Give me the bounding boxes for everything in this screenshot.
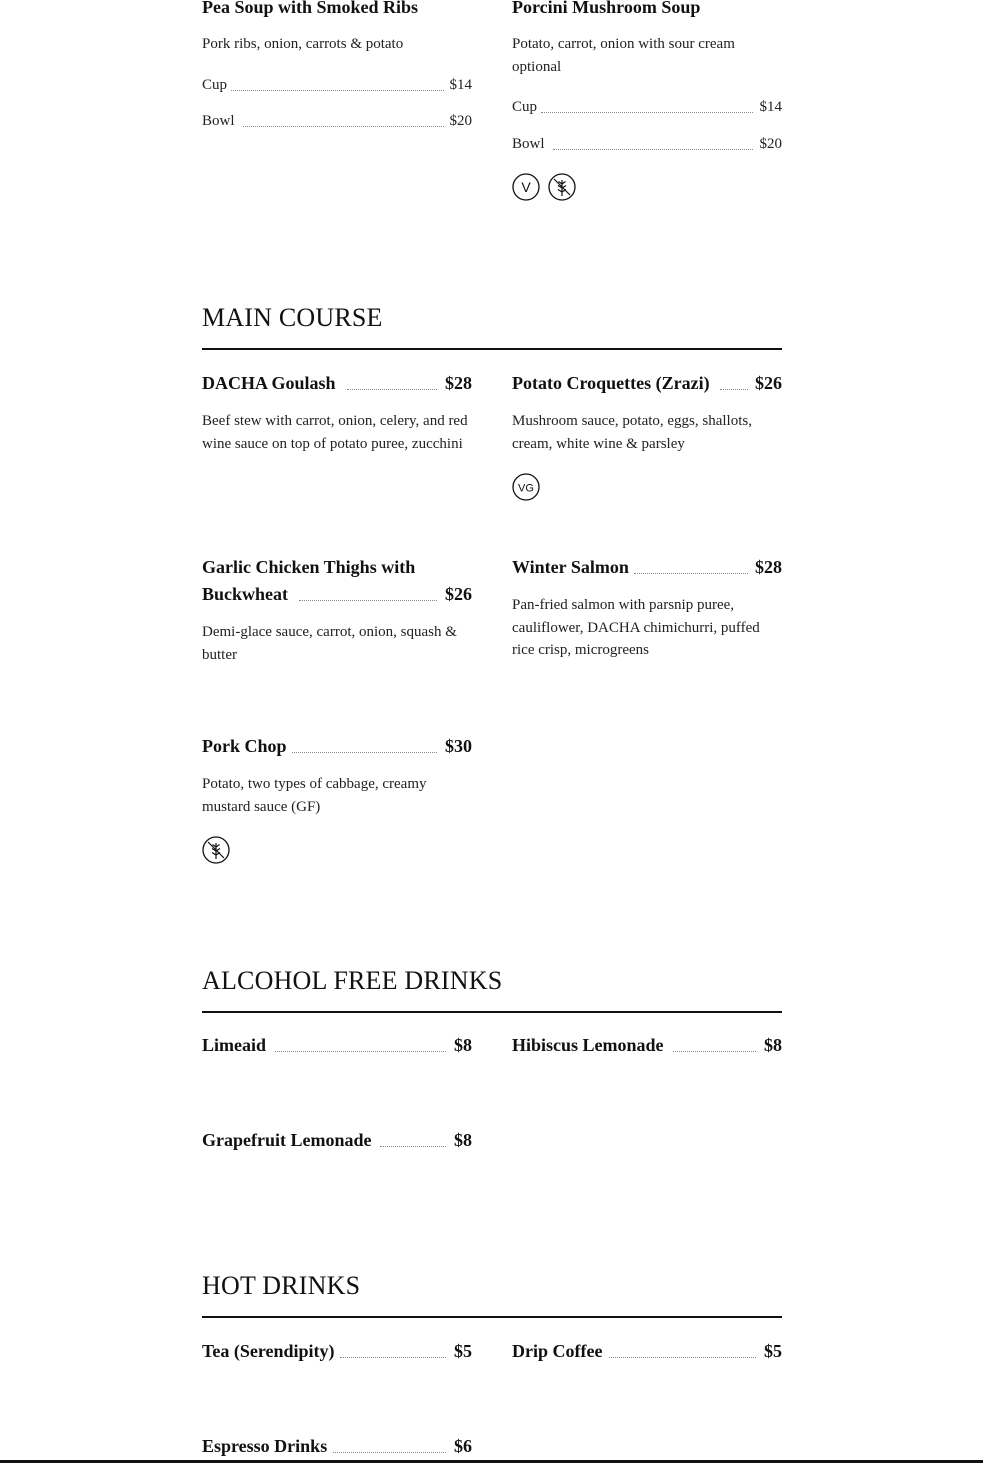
description-line: Demi-glace sauce, carrot, onion, squash &: [202, 624, 457, 640]
description-line: Pan-fried salmon with parsnip puree,: [512, 597, 735, 613]
section-title-hot-drinks: HOT DRINKS: [202, 1271, 361, 1300]
dot-leader: [333, 1452, 446, 1453]
description-line: rice crisp, microgreens: [512, 642, 650, 658]
dot-leader: [299, 600, 437, 601]
section-divider: [202, 1011, 782, 1013]
menu-item-description: [202, 621, 482, 666]
badge-text: V: [521, 179, 531, 195]
section-title-main-course: MAIN COURSE: [202, 303, 383, 332]
menu-item-price: $26: [755, 373, 782, 393]
description-line: optional: [512, 58, 562, 75]
description-line: wine sauce on top of potato puree, zucchini: [202, 435, 463, 452]
menu-item-price: $28: [755, 557, 782, 577]
description-line: Beef stew with carrot, onion, celery, and red: [202, 413, 468, 429]
menu-item-description: [202, 410, 482, 455]
dot-leader: [340, 1357, 446, 1358]
dot-leader: [243, 126, 444, 127]
section-divider: [202, 348, 782, 350]
description-line: mustard sauce (GF): [202, 798, 321, 815]
menu-item-name: Espresso Drinks: [202, 1436, 328, 1456]
menu-item-price: $8: [454, 1130, 472, 1150]
size-label-cup: Cup: [512, 99, 538, 115]
menu-item-name: Potato Croquettes (Zrazi): [512, 373, 710, 393]
menu-item-price: $5: [454, 1341, 472, 1361]
menu-item-name: Porcini Mushroom Soup: [512, 0, 701, 17]
badge-text: VG: [518, 482, 534, 495]
name-line: Garlic Chicken Thighs with: [202, 557, 416, 577]
menu-item-name: Hibiscus Lemonade: [512, 1035, 664, 1055]
size-price-bowl: $20: [449, 113, 472, 129]
description-line: butter: [202, 646, 237, 663]
menu-item-description: [512, 33, 782, 78]
menu-item-description: Pork ribs, onion, carrots & potato: [202, 36, 404, 52]
menu-item-price: $8: [454, 1035, 472, 1055]
size-price-bowl: $20: [759, 136, 782, 152]
menu-item-name: Drip Coffee: [512, 1341, 603, 1361]
section-divider: [202, 1316, 782, 1318]
menu-item-name: Grapefruit Lemonade: [202, 1130, 372, 1150]
menu-item-price: $8: [764, 1035, 782, 1055]
menu-item-price: $28: [445, 373, 472, 393]
dot-leader: [275, 1051, 446, 1052]
dot-leader: [541, 112, 753, 113]
size-label-bowl: Bowl: [512, 136, 545, 152]
description-line: cauliflower, DACHA chimichurri, puffed: [512, 619, 760, 636]
menu-item-name: Pork Chop: [202, 736, 287, 756]
menu-item-name: Winter Salmon: [512, 557, 629, 577]
menu-item-description: [512, 410, 782, 455]
menu-item-name: Pea Soup with Smoked Ribs: [202, 0, 419, 17]
gluten-free-icon: [202, 836, 230, 864]
menu-item-price: $5: [764, 1341, 782, 1361]
description-line: Potato, two types of cabbage, creamy: [202, 776, 427, 792]
description-line: cream, white wine & parsley: [512, 435, 685, 452]
menu-item-price: $26: [445, 584, 472, 604]
dot-leader: [553, 149, 753, 150]
dot-leader: [609, 1357, 756, 1358]
menu-item-description: [512, 594, 782, 662]
size-label-bowl: Bowl: [202, 113, 235, 129]
section-title-alcohol-free-drinks: ALCOHOL FREE DRINKS: [202, 966, 503, 995]
dot-leader: [231, 90, 444, 91]
dot-leader: [634, 573, 748, 574]
description-line: Mushroom sauce, potato, eggs, shallots,: [512, 413, 752, 429]
menu-item-price: $30: [445, 736, 472, 756]
name-line: Buckwheat: [202, 584, 289, 604]
description-line: Potato, carrot, onion with sour cream: [512, 36, 735, 52]
gluten-free-icon: [548, 173, 576, 201]
menu-item-name: DACHA Goulash: [202, 373, 336, 393]
menu-item-name: Limeaid: [202, 1035, 267, 1055]
size-price-cup: $14: [759, 99, 782, 115]
menu-item-price: $6: [454, 1436, 472, 1456]
size-price-cup: $14: [449, 77, 472, 93]
menu-item-description: [202, 773, 482, 818]
vegetarian-icon: [512, 173, 540, 201]
dot-leader: [292, 752, 437, 753]
size-label-cup: Cup: [202, 77, 228, 93]
menu-item-name: Tea (Serendipity): [202, 1341, 335, 1361]
vegan-icon: [512, 473, 540, 501]
